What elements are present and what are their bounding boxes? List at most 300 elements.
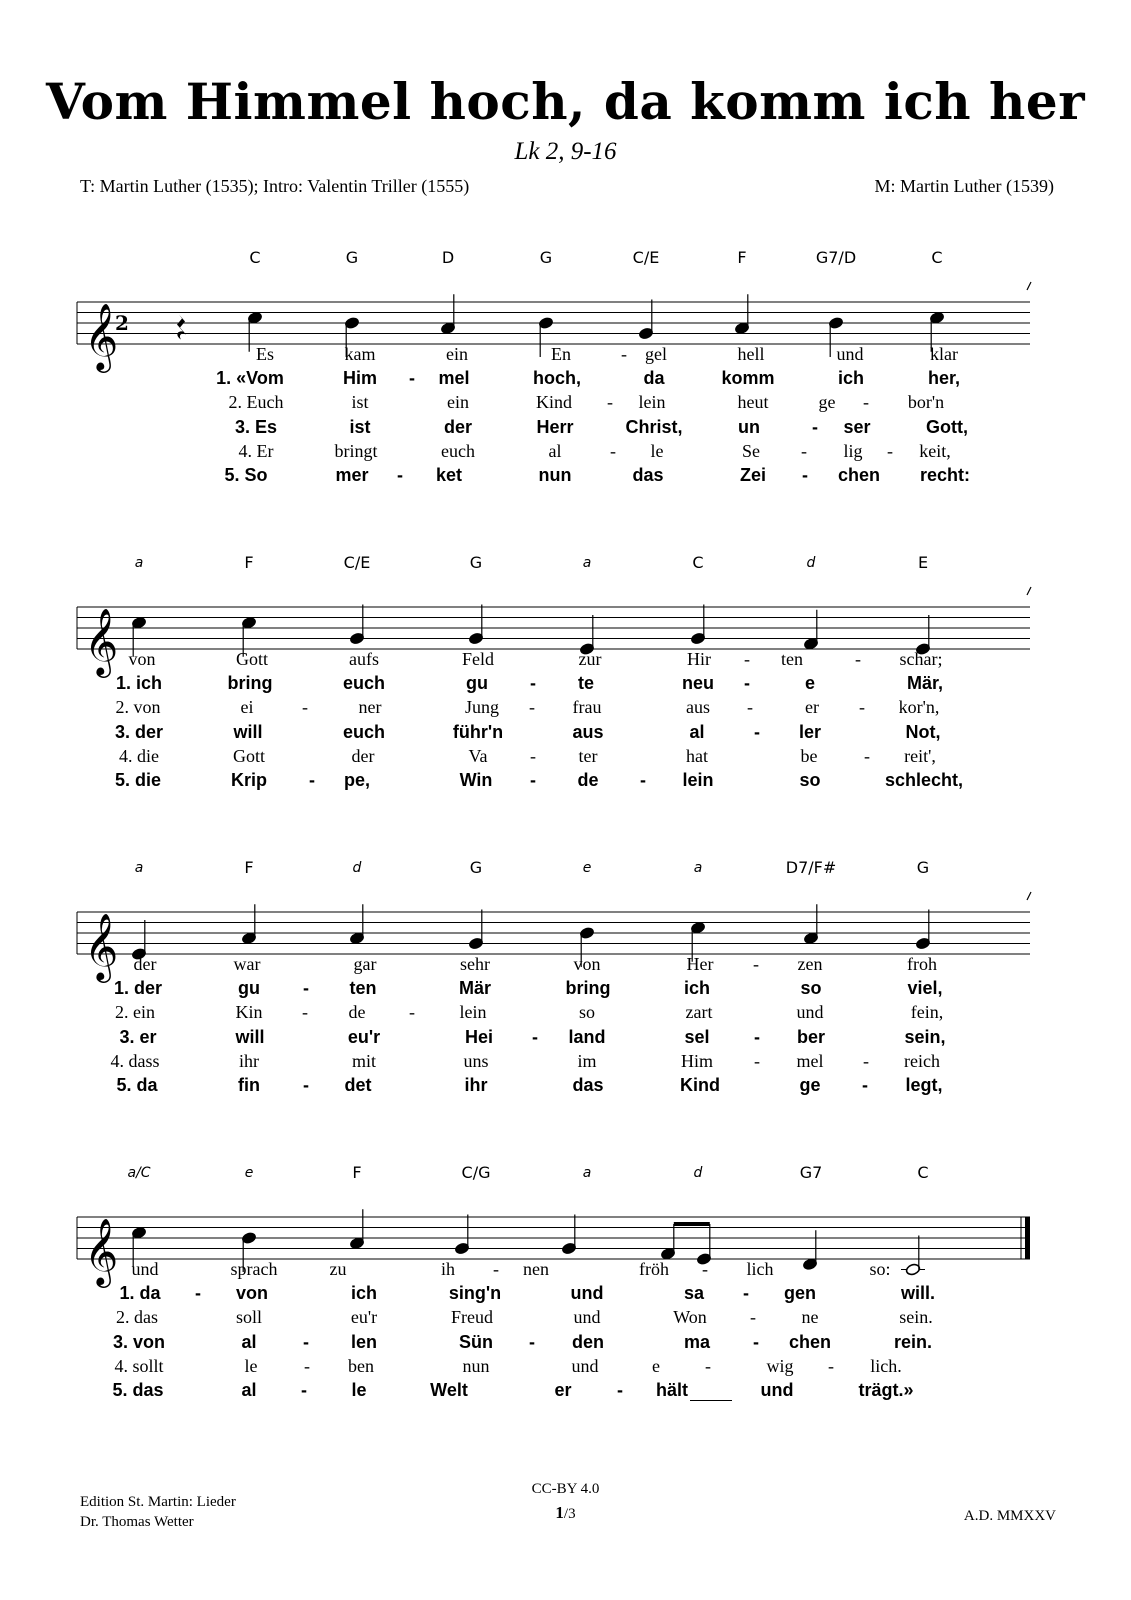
lyric-syllable: chen: [788, 1331, 832, 1352]
breath-mark-icon: [1027, 282, 1031, 290]
page-total: /3: [563, 1506, 576, 1522]
lyric-syllable: -: [747, 697, 753, 718]
lyric-syllable: Mär,: [906, 673, 944, 694]
lyric-syllable: so: [578, 1002, 596, 1023]
lyric-syllable: -: [862, 1075, 868, 1095]
lyric-syllable: froh: [907, 954, 937, 974]
lyric-syllable: sein,: [904, 1026, 946, 1047]
lyric-syllable: bring: [565, 978, 611, 999]
lyric-syllable: -: [640, 770, 646, 790]
lyric-syllable: Va: [468, 745, 488, 766]
lyric-syllable: Mär: [458, 978, 492, 999]
lyric-syllable: ich: [683, 978, 711, 999]
lyric-syllable: Welt: [430, 1380, 468, 1400]
chord-symbol: C: [249, 248, 261, 267]
lyric-syllable: 4. sollt: [114, 1355, 164, 1376]
lyric-syllable: ge: [818, 392, 836, 413]
lyric-syllable: -: [397, 465, 403, 485]
lyric-syllable: -: [887, 440, 893, 461]
lyric-syllable: und: [570, 1283, 604, 1304]
lyric-syllable: bringt: [334, 440, 378, 461]
lyric-syllable: te: [577, 673, 595, 694]
treble-clef-icon: 𝄞: [84, 912, 119, 980]
chord-symbol: G7/D: [815, 248, 857, 267]
lyric-syllable: gu: [466, 673, 488, 694]
lyric-syllable: le: [244, 1355, 258, 1376]
lyric-syllable: ma: [683, 1331, 711, 1352]
lyric-syllable: legt,: [905, 1075, 943, 1095]
edition-label: Edition St. Martin: Lieder: [80, 1494, 236, 1510]
lyric-syllable: be: [800, 745, 818, 766]
lyric-syllable: -: [864, 745, 870, 766]
page-current: 1: [555, 1503, 564, 1522]
treble-clef-icon: 𝄞: [84, 1217, 119, 1285]
lyric-syllable: da: [643, 368, 665, 389]
lyric-syllable: un: [738, 416, 760, 437]
lyric-syllable: sprach: [230, 1259, 278, 1279]
lyric-syllable: mit: [351, 1050, 377, 1071]
lyric-syllable: er: [554, 1380, 572, 1400]
chord-symbol: e: [244, 1165, 254, 1181]
lyric-syllable: -: [754, 1050, 760, 1071]
lyric-syllable: ne: [801, 1307, 819, 1328]
lyric-syllable: Es: [256, 344, 274, 364]
lyric-syllable: 3. er: [119, 1026, 157, 1047]
lyric-syllable: hell: [737, 344, 765, 364]
lyric-syllable: euch: [441, 440, 475, 461]
lyric-syllable: ten: [781, 649, 803, 669]
lyric-syllable: ten: [349, 978, 377, 999]
lyric-syllable: fin: [238, 1075, 260, 1095]
lyric-syllable: von: [235, 1283, 269, 1304]
quarter-rest-icon: [177, 315, 186, 340]
lyric-syllable: Hir: [687, 649, 711, 669]
lyric-syllable: hoch,: [533, 368, 581, 389]
chord-symbol: G: [469, 858, 483, 877]
music-credit: M: Martin Luther (1539): [874, 176, 1054, 196]
lyric-syllable: al: [548, 440, 562, 461]
lyric-syllable: -: [530, 770, 536, 790]
lyric-syllable: 3. von: [112, 1331, 166, 1352]
chord-symbol: G: [916, 858, 930, 877]
lyric-syllable: so:: [869, 1259, 891, 1279]
lyric-syllable: Won: [673, 1307, 707, 1328]
chord-symbol: C: [917, 1163, 929, 1182]
lyric-syllable: -: [863, 1050, 869, 1071]
lyric-syllable: hat: [686, 745, 708, 766]
lyric-syllable: sel: [684, 1026, 710, 1047]
license-label: CC-BY 4.0: [531, 1481, 600, 1497]
lyric-syllable: -: [863, 392, 869, 413]
lyric-syllable: land: [568, 1026, 606, 1047]
lyric-syllable: ber: [796, 1026, 826, 1047]
lyric-syllable: Zei: [739, 465, 767, 485]
chord-symbol: F: [737, 248, 747, 267]
chord-symbol: C/E: [343, 553, 371, 572]
lyric-syllable: 2. ein: [115, 1002, 155, 1023]
lyric-syllable: Freud: [451, 1307, 493, 1328]
lyric-syllable: -: [754, 721, 760, 742]
treble-clef-icon: 𝄞: [84, 302, 119, 370]
lyric-syllable: mel: [438, 368, 470, 389]
lyric-syllable: 4. dass: [110, 1050, 160, 1071]
lyric-syllable: -: [607, 392, 613, 413]
lyric-syllable: fein,: [910, 1002, 944, 1023]
lyric-syllable: -: [855, 649, 861, 669]
lyric-syllable: ist: [349, 416, 371, 437]
lyric-syllable: -: [621, 344, 627, 364]
lyric-syllable: bring: [227, 673, 273, 694]
lyric-syllable: al: [241, 1331, 257, 1352]
lyric-syllable: und: [836, 344, 864, 364]
lyric-syllable: war: [233, 954, 261, 974]
music-system-4: [0, 1163, 1131, 1453]
lyric-syllable: zur: [578, 649, 602, 669]
lyric-syllable: -: [753, 954, 759, 974]
lyric-syllable: führ'n: [452, 721, 504, 742]
lyric-syllable: Se: [742, 440, 760, 461]
lyric-syllable: euch: [342, 673, 386, 694]
lyric-syllable: nun: [538, 465, 572, 485]
lyric-syllable: Kind: [536, 392, 572, 413]
lyric-syllable: von: [573, 954, 601, 974]
lyric-syllable: -: [530, 745, 536, 766]
lyric-syllable: 2. das: [116, 1307, 158, 1328]
staff: [0, 575, 1131, 685]
lyric-syllable: gar: [353, 954, 377, 974]
final-barline-thick: [1025, 1217, 1030, 1259]
lyric-syllable: -: [802, 465, 808, 485]
lyric-syllable: -: [303, 1075, 309, 1095]
music-system-1: [0, 248, 1131, 538]
chord-symbol: C: [692, 553, 704, 572]
lyric-syllable: -: [750, 1307, 756, 1328]
chord-symbol: F: [244, 858, 254, 877]
lyric-syllable: und: [131, 1259, 159, 1279]
lyric-syllable: und: [573, 1307, 601, 1328]
lyric-syllable: Gott: [235, 649, 269, 669]
chord-symbol: D: [441, 248, 455, 267]
lyric-syllable: zu: [329, 1259, 347, 1279]
lyric-syllable: -: [493, 1259, 499, 1279]
lyric-syllable: ich: [837, 368, 865, 389]
song-title: Vom Himmel hoch, da komm ich her: [45, 72, 1086, 131]
lyric-syllable: lein: [638, 392, 666, 413]
footer-center: [0, 1477, 1131, 1526]
lyric-syllable: ner: [358, 697, 382, 718]
lyric-syllable: hält: [655, 1380, 689, 1400]
lyric-syllable: euch: [342, 721, 386, 742]
lyric-syllable: nen: [523, 1259, 549, 1279]
lyric-syllable: Gott: [232, 745, 266, 766]
lyric-syllable: e: [804, 673, 816, 694]
breath-mark-icon: [1027, 587, 1031, 595]
staff: [0, 1185, 1131, 1295]
chord-symbol: C/G: [461, 1163, 491, 1182]
lyric-syllable: klar: [930, 344, 958, 364]
lyric-syllable: zen: [797, 954, 823, 974]
lyric-syllable: der: [351, 745, 375, 766]
lyric-syllable: -: [302, 1002, 308, 1023]
chord-symbol: a: [582, 555, 592, 571]
breath-mark-icon: [1027, 892, 1031, 900]
lyric-syllable: gen: [783, 1283, 817, 1304]
lyric-syllable: 1. da: [119, 1283, 161, 1304]
lyric-syllable: 5. So: [224, 465, 268, 485]
chord-symbol: d: [693, 1165, 703, 1181]
lyric-syllable: ben: [348, 1355, 374, 1376]
time-signature: 2: [115, 311, 129, 335]
chord-symbol: a: [134, 555, 144, 571]
lyric-syllable: -: [702, 1259, 708, 1279]
lyric-syllable: neu: [681, 673, 715, 694]
lyric-syllable: len: [350, 1331, 378, 1352]
music-system-3: [0, 858, 1131, 1148]
lyric-syllable: ihr: [464, 1075, 488, 1095]
chord-symbol: a: [134, 860, 144, 876]
lyric-syllable: 1. der: [113, 978, 163, 999]
lyric-syllable: ein: [447, 392, 469, 413]
lyric-syllable: Kin: [235, 1002, 263, 1023]
author-label: Dr. Thomas Wetter: [80, 1514, 194, 1530]
lyric-syllable: ist: [351, 392, 369, 413]
lyric-syllable: -: [301, 1380, 307, 1400]
lyric-syllable: de: [348, 1002, 366, 1023]
lyric-syllable: nun: [462, 1355, 490, 1376]
lyric-syllable: aus: [686, 697, 710, 718]
chord-symbol: d: [806, 555, 816, 571]
lyric-syllable: -: [744, 649, 750, 669]
lyric-syllable: -: [812, 416, 818, 437]
chord-symbol: G: [469, 553, 483, 572]
chord-symbol: a: [582, 1165, 592, 1181]
lyric-syllable: e: [652, 1355, 660, 1376]
lyric-syllable: Herr: [536, 416, 574, 437]
lyric-syllable: 1. ich: [115, 673, 163, 694]
lyric-syllable: zart: [685, 1002, 713, 1023]
lyric-syllable: 1. «Vom: [216, 368, 284, 389]
lyric-syllable: -: [529, 1331, 535, 1352]
lyric-syllable: -: [753, 1331, 759, 1352]
lyric-syllable: -: [309, 770, 315, 790]
lyric-syllable: -: [801, 440, 807, 461]
lyric-syllable: das: [632, 465, 664, 485]
lyric-syllable: de: [577, 770, 599, 790]
lyric-syllable: chen: [837, 465, 881, 485]
lyric-syllable: ler: [798, 721, 822, 742]
lyric-syllable: den: [571, 1331, 605, 1352]
lyric-syllable: lein: [682, 770, 714, 790]
lyric-syllable: gu: [238, 978, 260, 999]
lyric-syllable: mer: [335, 465, 369, 485]
lyric-syllable: er: [805, 697, 819, 718]
page-number: [0, 1501, 1131, 1526]
lyric-syllable: will: [235, 1026, 265, 1047]
lyric-syllable: ein: [446, 344, 468, 364]
lyric-syllable: -: [302, 697, 308, 718]
lyric-syllable: mel: [796, 1050, 824, 1071]
lyric-syllable: Win: [459, 770, 493, 790]
lyric-syllable: kor'n,: [898, 697, 940, 718]
chord-symbol: d: [352, 860, 362, 876]
lyric-syllable: will.: [900, 1283, 936, 1304]
lyric-syllable: ei: [240, 697, 254, 718]
lyric-syllable: -: [859, 697, 865, 718]
lyric-syllable: -: [195, 1283, 201, 1304]
lyric-syllable: ihr: [239, 1050, 259, 1071]
lyric-syllable: lig: [843, 440, 863, 461]
lyric-syllable: fröh: [639, 1259, 669, 1279]
lyric-syllable: so: [800, 978, 822, 999]
lyric-syllable: schar;: [899, 649, 943, 669]
lyric-syllable: rein.: [893, 1331, 933, 1352]
lyric-syllable: -: [529, 697, 535, 718]
lyric-syllable: al: [241, 1380, 257, 1400]
lyric-syllable: det: [344, 1075, 372, 1095]
lyric-syllable: 5. das: [112, 1380, 164, 1400]
lyric-syllable: 5. da: [116, 1075, 158, 1095]
lyric-syllable: -: [304, 1355, 310, 1376]
lyric-syllable: -: [617, 1380, 623, 1400]
lyric-syllable: 3. der: [114, 721, 164, 742]
lyric-syllable: al: [689, 721, 705, 742]
lyric-syllable: 4. Er: [238, 440, 274, 461]
lyric-syllable: -: [744, 673, 750, 694]
lyric-syllable: le: [650, 440, 664, 461]
lyric-syllable: 5. die: [114, 770, 162, 790]
chord-symbol: E: [917, 553, 929, 572]
lyric-syllable: -: [303, 1331, 309, 1352]
lyric-syllable: so: [799, 770, 821, 790]
scripture-reference: Lk 2, 9-16: [514, 138, 617, 165]
melisma-extender: [690, 1400, 732, 1401]
lyric-syllable: Not,: [905, 721, 941, 742]
chord-symbol: a/C: [127, 1165, 151, 1181]
lyric-syllable: Krip: [231, 770, 267, 790]
lyric-syllable: her,: [927, 368, 961, 389]
lyric-syllable: -: [743, 1283, 749, 1304]
text-credit: T: Martin Luther (1535); Intro: Valentin Triller (1555): [80, 176, 470, 196]
lyric-syllable: -: [610, 440, 616, 461]
lyric-syllable: kam: [344, 344, 376, 364]
lyric-syllable: pe,: [343, 770, 371, 790]
lyric-syllable: frau: [572, 697, 602, 718]
chord-symbol: a: [693, 860, 703, 876]
lyric-syllable: ich: [350, 1283, 378, 1304]
lyric-syllable: Feld: [461, 649, 495, 669]
lyric-syllable: trägt.»: [858, 1380, 914, 1400]
lyric-syllable: Christ,: [625, 416, 683, 437]
lyric-syllable: Her: [686, 954, 714, 974]
lyric-syllable: und: [796, 1002, 824, 1023]
lyric-syllable: ih: [440, 1259, 456, 1279]
lyric-syllable: aufs: [349, 649, 379, 669]
lyric-syllable: 4. die: [119, 745, 159, 766]
chord-symbol: e: [582, 860, 592, 876]
lyric-syllable: und: [760, 1380, 794, 1400]
lyric-syllable: En: [551, 344, 571, 364]
lyric-syllable: -: [705, 1355, 711, 1376]
lyric-syllable: der: [133, 954, 157, 974]
lyric-syllable: soll: [235, 1307, 263, 1328]
lyric-syllable: schlecht,: [884, 770, 964, 790]
lyric-syllable: ket: [435, 465, 463, 485]
lyric-syllable: und: [571, 1355, 599, 1376]
treble-clef-icon: 𝄞: [84, 607, 119, 675]
lyric-syllable: -: [532, 1026, 538, 1047]
lyric-syllable: viel,: [907, 978, 943, 999]
lyric-syllable: keit,: [919, 440, 951, 461]
lyric-syllable: -: [409, 1002, 415, 1023]
lyric-syllable: Jung: [464, 697, 500, 718]
chord-symbol: C/E: [632, 248, 660, 267]
lyric-syllable: ter: [578, 745, 598, 766]
lyric-syllable: -: [828, 1355, 834, 1376]
lyric-syllable: le: [351, 1380, 367, 1400]
lyric-syllable: heut: [737, 392, 769, 413]
lyric-syllable: Kind: [680, 1075, 720, 1095]
lyric-syllable: -: [303, 978, 309, 999]
lyric-syllable: 2. von: [115, 697, 161, 718]
lyric-syllable: 2. Euch: [228, 392, 284, 413]
lyric-syllable: sa: [683, 1283, 705, 1304]
year-label: A.D. MMXXV: [963, 1508, 1056, 1524]
lyric-syllable: sein.: [899, 1307, 933, 1328]
lyric-syllable: -: [530, 673, 536, 694]
lyric-syllable: von: [128, 649, 156, 669]
lyric-syllable: wig: [766, 1355, 794, 1376]
chord-symbol: C: [931, 248, 943, 267]
lyric-syllable: uns: [463, 1050, 489, 1071]
lyric-syllable: eu'r: [347, 1026, 381, 1047]
lyric-syllable: -: [409, 368, 415, 389]
chord-symbol: G: [539, 248, 553, 267]
lyric-syllable: der: [443, 416, 473, 437]
staff: [0, 880, 1131, 990]
lyric-syllable: 3. Es: [234, 416, 278, 437]
lyric-syllable: aus: [572, 721, 604, 742]
lyric-syllable: lich: [746, 1259, 774, 1279]
lyric-syllable: will: [233, 721, 263, 742]
music-system-2: [0, 553, 1131, 843]
lyric-syllable: komm: [721, 368, 775, 389]
lyric-syllable: reich: [904, 1050, 940, 1071]
chord-symbol: F: [244, 553, 254, 572]
lyric-syllable: bor'n: [907, 392, 945, 413]
lyric-syllable: das: [572, 1075, 604, 1095]
lyric-syllable: recht:: [919, 465, 971, 485]
lyric-syllable: ge: [799, 1075, 821, 1095]
chord-symbol: F: [352, 1163, 362, 1182]
chord-symbol: G7: [799, 1163, 823, 1182]
lyric-syllable: sing'n: [448, 1283, 502, 1304]
lyric-syllable: ser: [843, 416, 871, 437]
lyric-syllable: -: [754, 1026, 760, 1047]
lyric-syllable: Sün: [459, 1331, 493, 1352]
lyric-syllable: sehr: [460, 954, 490, 974]
chord-symbol: D7/F#: [785, 858, 837, 877]
lyric-syllable: gel: [645, 344, 667, 364]
lyric-syllable: Gott,: [926, 416, 968, 437]
lyric-syllable: im: [577, 1050, 597, 1071]
lyric-syllable: reit',: [904, 745, 936, 766]
lyric-syllable: Him: [342, 368, 378, 389]
chord-symbol: G: [345, 248, 359, 267]
lyric-syllable: eu'r: [350, 1307, 378, 1328]
lyric-syllable: Hei: [464, 1026, 494, 1047]
lyric-syllable: lich.: [870, 1355, 902, 1376]
lyric-syllable: Him: [680, 1050, 714, 1071]
